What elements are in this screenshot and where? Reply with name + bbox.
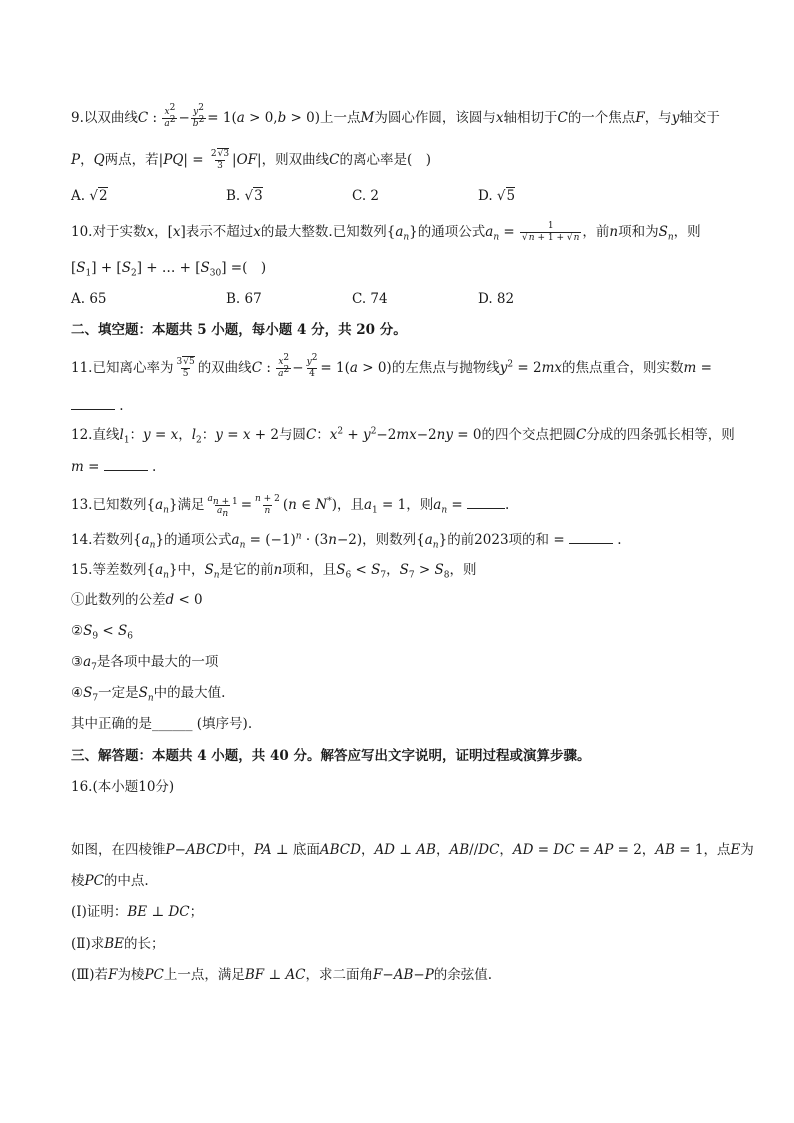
q10-option-d[interactable]: D. 82 [478,291,515,307]
q9-option-d[interactable]: D. √5 [478,188,516,204]
q15-line1: 15.等差数列$\{a_n\}$中，$S_n$是它的前n项和，且$S_6 < S_7$，$S_7 > S_8$，则 [71,562,477,581]
q9-options [71,186,551,208]
q16-sub-3: (Ⅲ)若F为棱PC上一点，满足BF ⊥ AC，求二面角F−AB−P的余弦值. [71,967,493,983]
q10-option-a[interactable]: A. 65 [71,291,107,307]
q15-item-3: $③a_7$是各项中最大的一项 [71,654,219,673]
q13-answer-blank[interactable] [467,494,505,509]
q11-answer-blank[interactable] [71,395,115,410]
q9-option-a[interactable]: A. √2 [71,188,108,204]
q11-line1: 11.已知离心率为 $\frac{3√5}{5}$ 的双曲线C : $\frac{x^2}{a^2}$ − $\frac{y^2}{4}$ = 1(a > 0)的左焦点与抛物线$y^2 = 2mx$的焦点重合，则实数m = [71,353,712,379]
q15-ask: 其中正确的是______ (填序号). [71,716,253,732]
section-3-heading: 三、解答题：本题共 4 小题，共 40 分。解答应写出文字说明，证明过程或演算步骤。 [71,748,591,764]
q16-sub-2: (Ⅱ)求BE的长； [71,936,165,952]
q12-answer-blank[interactable] [104,456,148,471]
q12-line1: 12.直线$l_1$：y = x，$l_2$：y = x + 2与圆C：$x^2 + y^2-2mx-2ny = 0$的四个交点把圆C分成的四条弧长相等，则 [71,426,735,446]
q10-option-b[interactable]: B. 67 [226,291,262,307]
section-2-heading: 二、填空题：本题共 5 小题，每小题 4 分，共 20 分。 [71,322,407,338]
q15-item-1: ①此数列的公差d < 0 [71,592,203,608]
q15-item-4: $④S_7$一定是$S_n$中的最大值. [71,685,226,704]
q16-para-line2: 棱PC的中点. [71,873,149,889]
q10-option-c[interactable]: C. 74 [352,291,388,307]
q13-line: 13.已知数列$\{a_n\}$满足 $\frac{a_{n + 1}}{a_n}$ = $\frac{n + 2}{n}$ (n ∈ N*)，且$a_1 = 1$，则$a_n$ = . [71,494,510,519]
q10-options [71,289,551,311]
q12-line2: m = . [71,456,156,478]
q9-line2: P，Q两点，若|PQ| = $\frac{2√3}{3}$ |OF|，则双曲线C的离心率是( ) [71,149,431,171]
q9-option-c[interactable]: C. 2 [352,188,380,204]
q16-heading: 16.(本小题10分) [71,779,175,795]
q10-line1: 10.对于实数x，[x]表示不超过x的最大整数.已知数列$\{a_n\}$的通项公式$a_n$ = $\frac{1}{√n + 1 + √n}$ ，前n项和为$S_n$，则 [71,221,701,243]
q10-line2: $[S_1] + [S_2]$ + … + $[S_{30}]$ =( ) [71,260,267,279]
q14-line: 14.若数列$\{a_n\}$的通项公式$a_n = (-1)^n \cdot (3n-2)$，则数列$\{a_n\}$的前2023项的和 = . [71,529,622,551]
q16-para-line1: 如图，在四棱锥P−ABCD中，PA ⊥ 底面ABCD，AD ⊥ AB，AB//DC，AD = DC = AP = 2，AB = 1，点E为 [71,842,754,858]
q16-sub-1: (Ⅰ)证明：BE ⊥ DC； [71,904,204,920]
q14-answer-blank[interactable] [569,529,613,544]
q9-text: 9.以双曲线 [71,110,138,126]
q9-option-b[interactable]: B. √3 [226,188,263,204]
q9-line1: 9.以双曲线C : $\frac{x^2}{a^2}$ − $\frac{y^2}{b^2}$ = 1(a > 0,b > 0)上一点M为圆心作圆，该圆与x轴相切于C的一个焦点F，与y轴交于 [71,103,720,129]
q15-item-2: $②S_9 < S_6$ [71,623,133,642]
q11-line2: . [71,395,124,417]
